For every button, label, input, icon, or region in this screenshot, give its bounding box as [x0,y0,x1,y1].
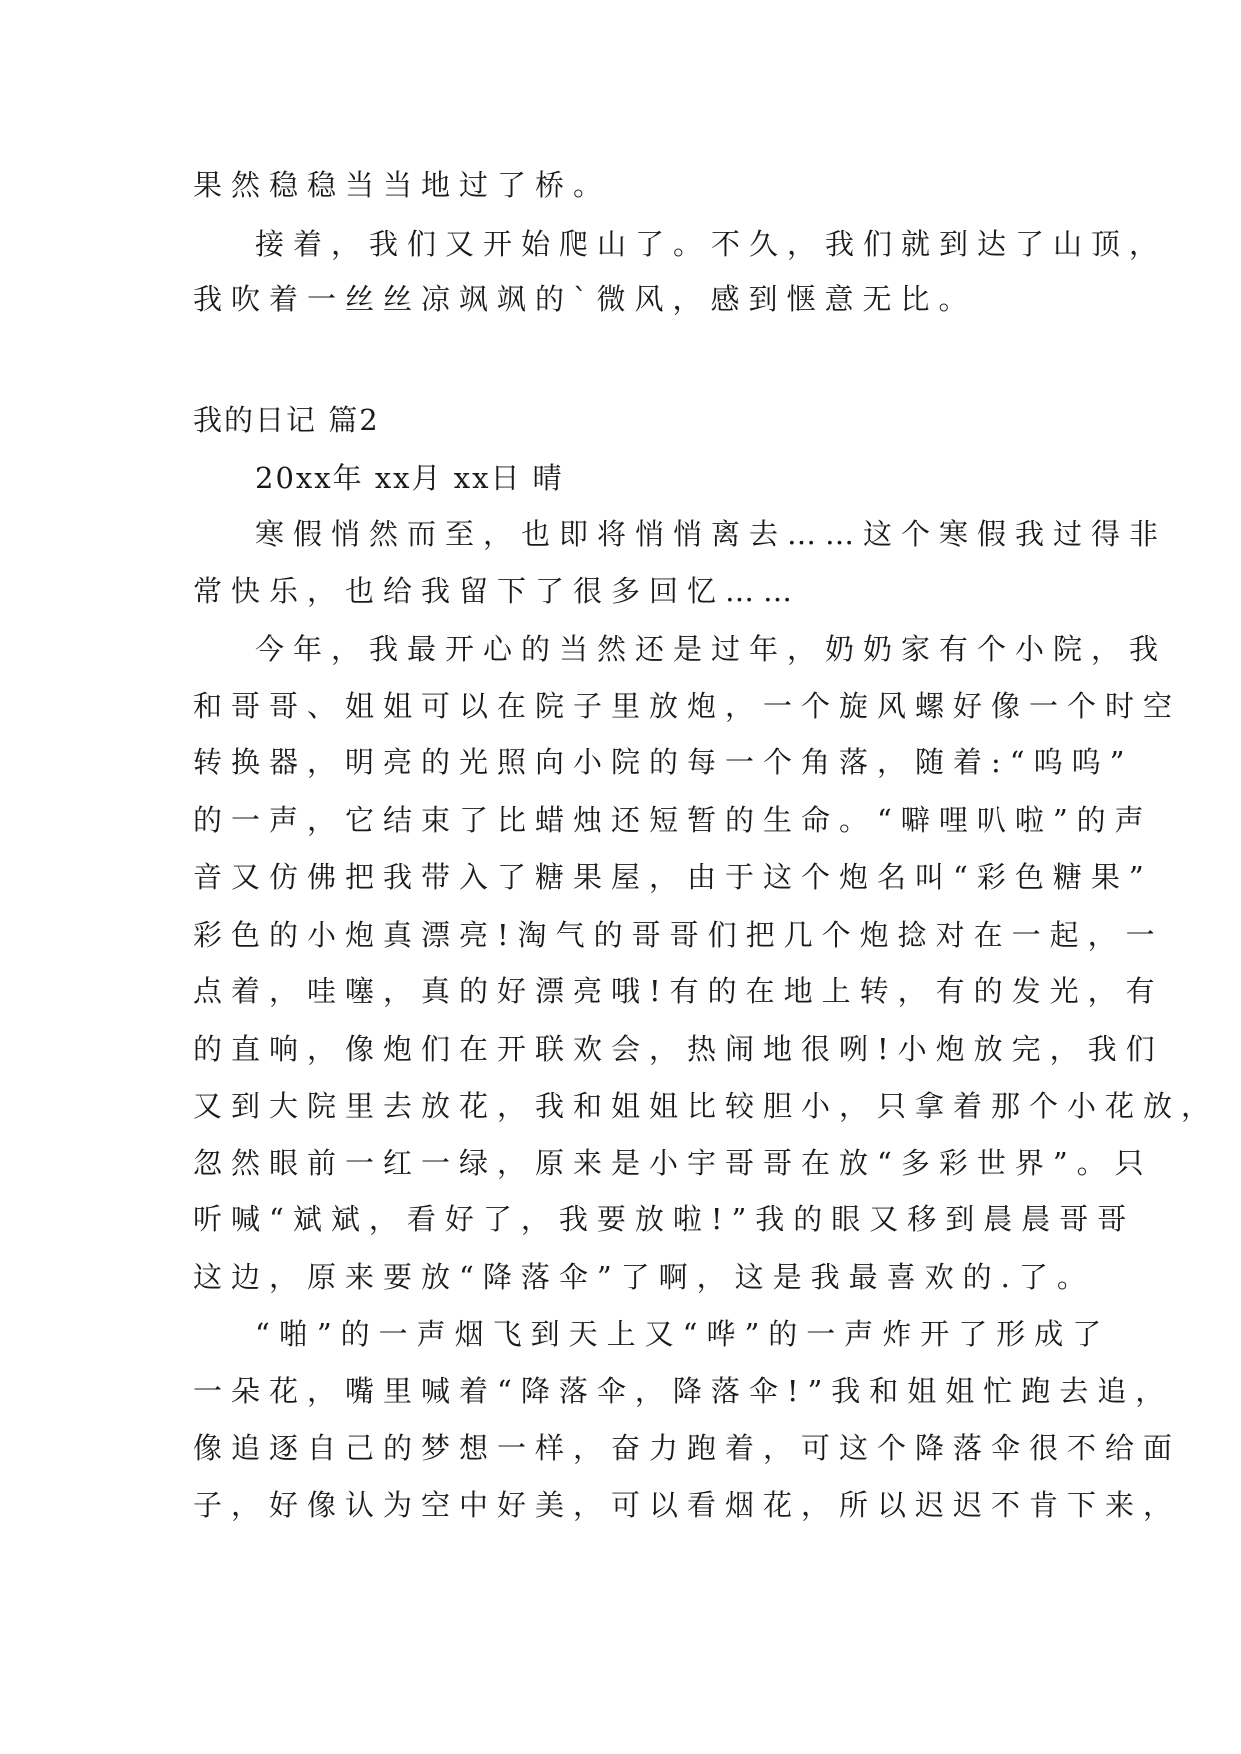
text-line: 转换器，明亮的光照向小院的每一个角落，随着:“呜呜” [193,745,1134,779]
diary-date: 20xx年 xx月 xx日 晴 [255,461,564,495]
text-line: 像追逐自己的梦想一样，奋力跑着，可这个降落伞很不给面 [193,1431,1182,1465]
text-line: “啪”的一声烟飞到天上又“哗”的一声炸开了形成了 [255,1317,1111,1351]
text-line: 忽然眼前一红一绿，原来是小宇哥哥在放“多彩世界”。只 [193,1146,1153,1180]
text-line: 常快乐，也给我留下了很多回忆…… [193,574,802,608]
text-line: 我吹着一丝丝凉飒飒的`微风，感到惬意无比。 [193,282,977,316]
section-heading: 我的日记 篇2 [193,403,380,437]
text-line: 寒假悄然而至，也即将悄悄离去……这个寒假我过得非 [255,517,1168,551]
text-line: 又到大院里去放花，我和姐姐比较胆小，只拿着那个小花放， [193,1089,1220,1123]
text-line: 今年，我最开心的当然还是过年，奶奶家有个小院，我 [255,632,1168,666]
text-line: 子，好像认为空中好美，可以看烟花，所以迟迟不肯下来， [193,1488,1182,1522]
text-line: 接着，我们又开始爬山了。不久，我们就到达了山顶， [255,227,1168,261]
text-line: 一朵花，嘴里喊着“降落伞，降落伞!”我和姐姐忙跑去追， [193,1374,1174,1408]
text-line: 听喊“斌斌，看好了，我要放啦!”我的眼又移到晨晨哥哥 [193,1202,1136,1236]
text-line: 彩色的小炮真漂亮!淘气的哥哥们把几个炮捻对在一起，一 [193,918,1164,952]
text-line: 这边，原来要放“降落伞”了啊，这是我最喜欢的.了。 [193,1260,1095,1294]
text-line: 的直响，像炮们在开联欢会，热闹地很咧!小炮放完，我们 [193,1032,1164,1066]
text-line: 点着，哇噻，真的好漂亮哦!有的在地上转，有的发光，有 [193,974,1164,1008]
text-line: 果然稳稳当当地过了桥。 [193,168,612,202]
text-line: 音又仿佛把我带入了糖果屋，由于这个炮名叫“彩色糖果” [193,860,1153,894]
text-line: 的一声，它结束了比蜡烛还短暂的生命。“噼哩叭啦”的声 [193,803,1153,837]
text-line: 和哥哥、姐姐可以在院子里放炮，一个旋风螺好像一个时空 [193,689,1182,723]
